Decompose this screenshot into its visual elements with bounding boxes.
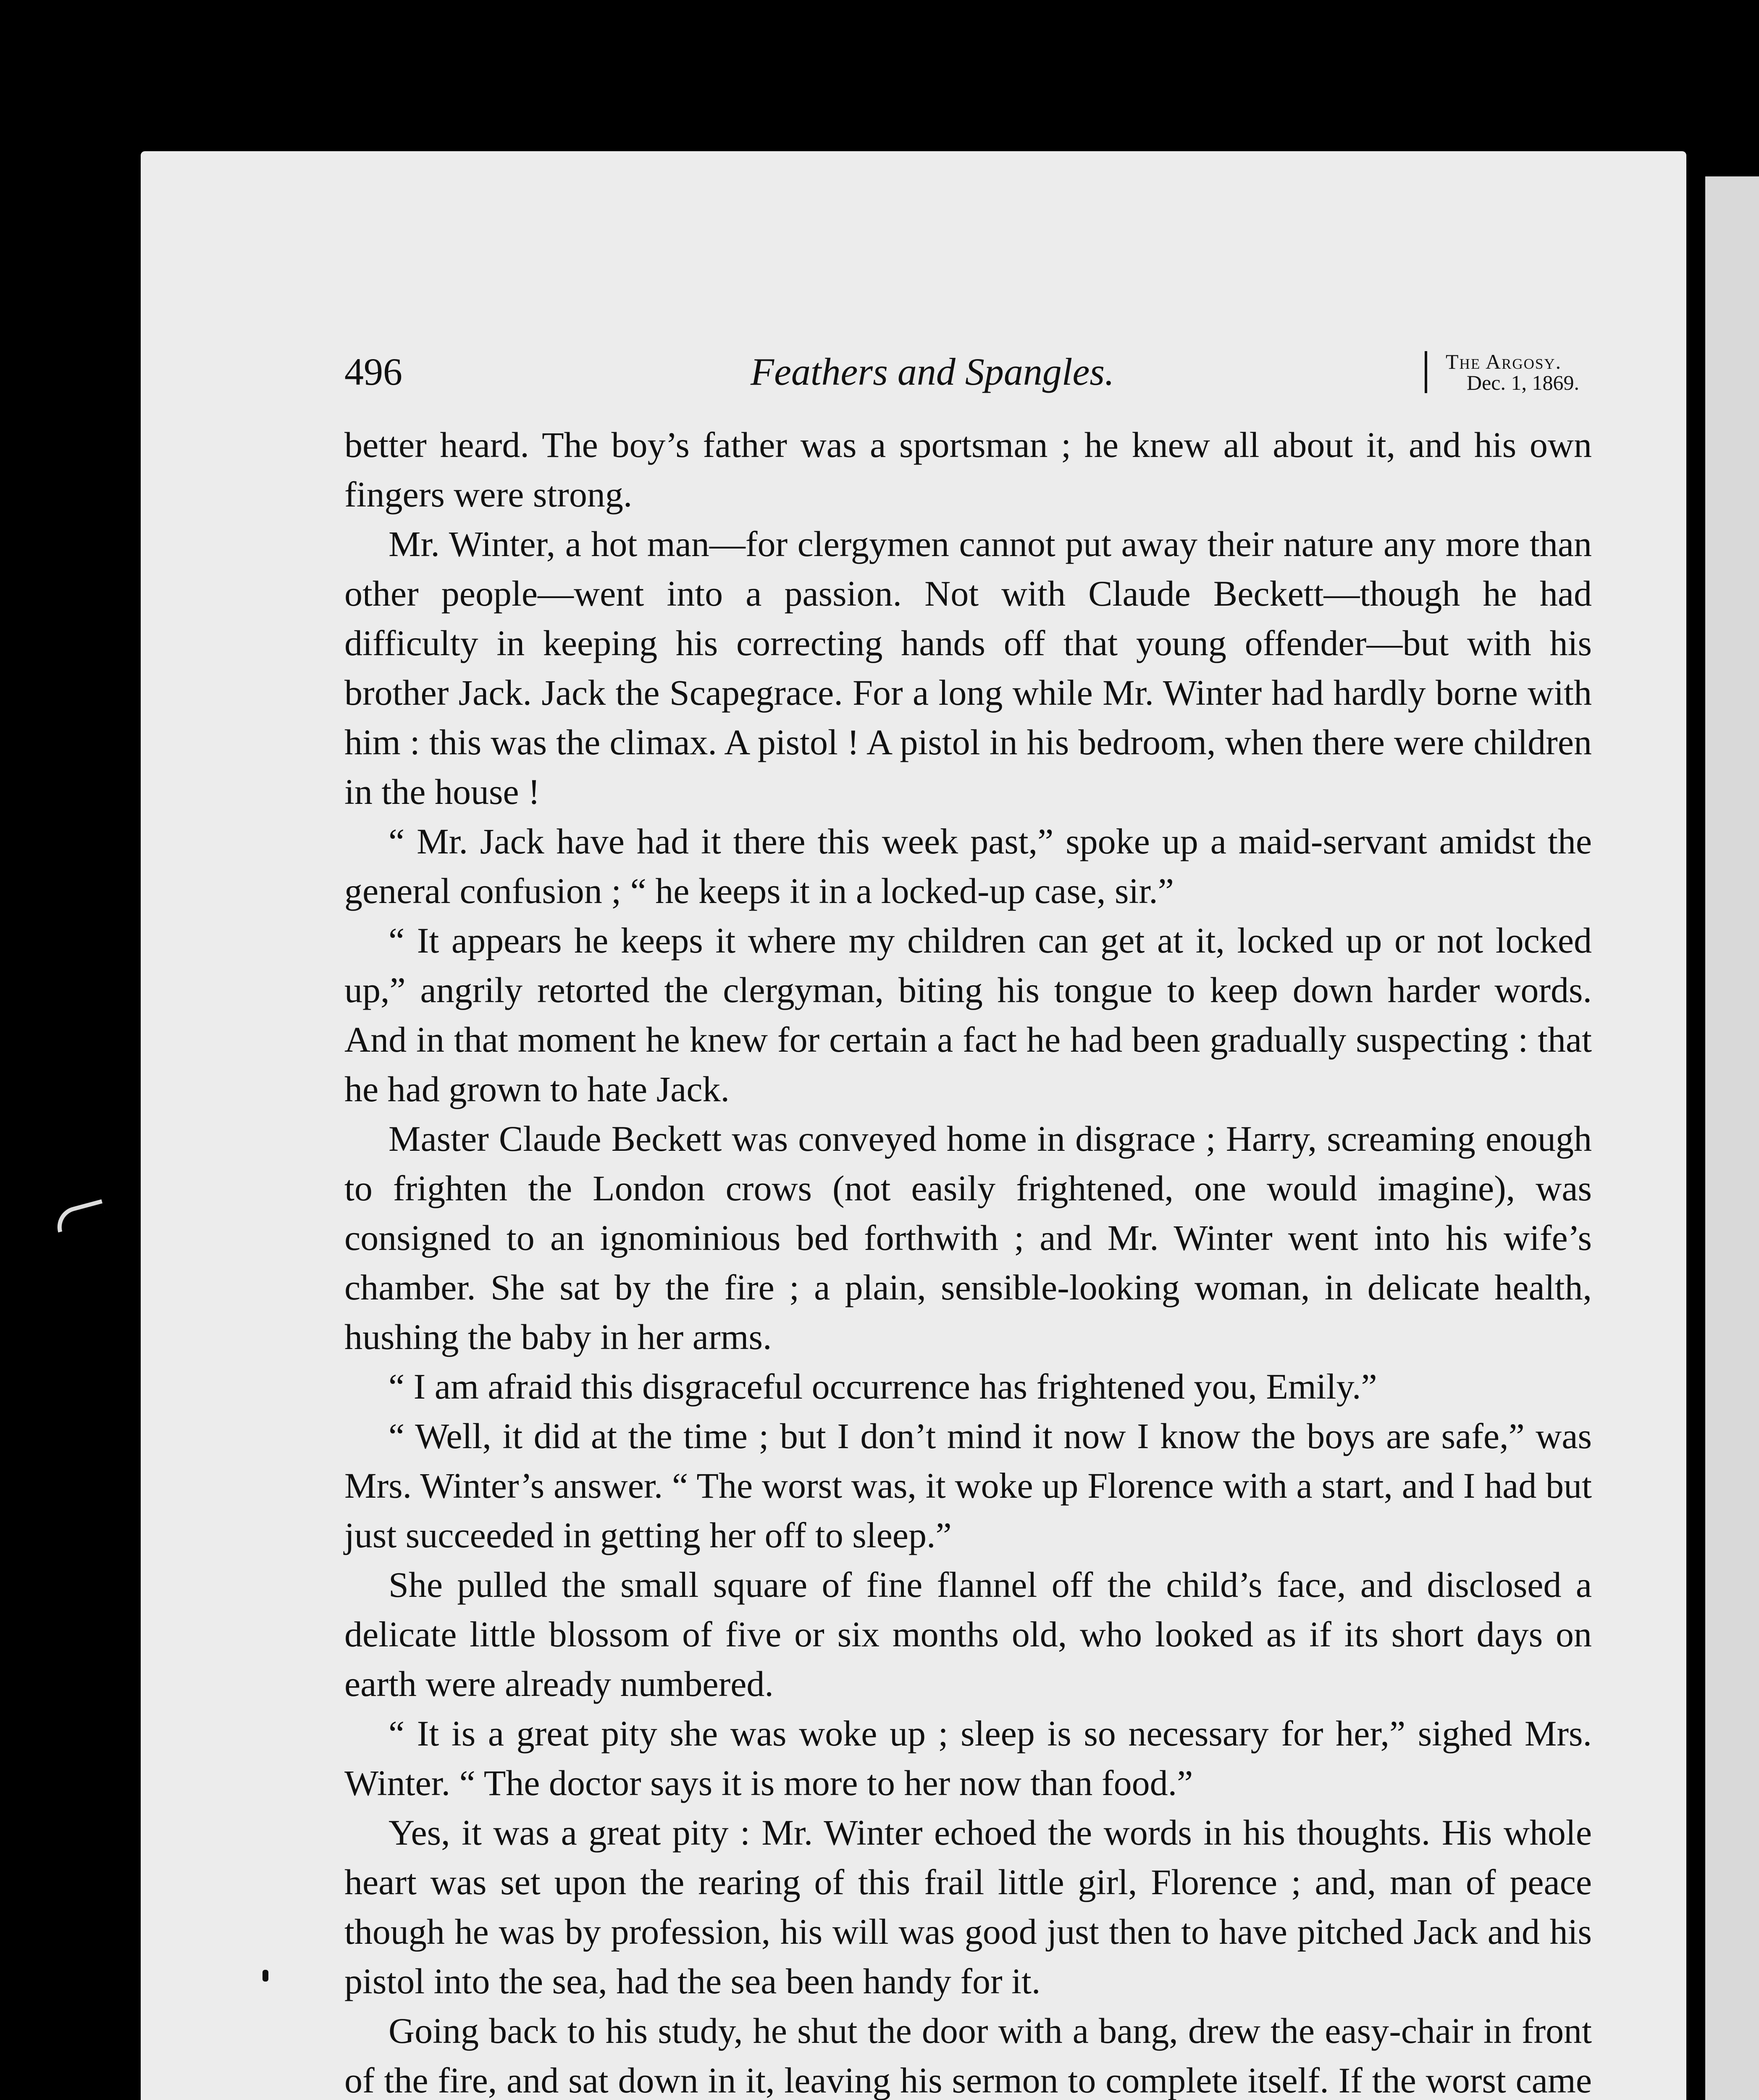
paragraph: Master Claude Beckett was conveyed home in disgrace ; Harry, screaming enough to frighten the London crows (not easily frightened, one would imagine), was consigned to an ignominious bed forthwith ; and Mr. Winter went into his wife’s chamber. She sat by the fire ; a plain, sensible-looking woman, in delicate health, hushing the baby in her arms. bbox=[344, 1118, 1592, 1357]
page-header bbox=[344, 349, 1579, 399]
paragraph: She pulled the small square of fine flannel off the child’s face, and disclosed a delicate little blossom of five or six months old, who looked as if its short days on earth were already numbered. bbox=[344, 1564, 1592, 1704]
paragraph: “ It appears he keeps it where my children can get at it, locked up or not locked up,” angrily retorted the clergyman, biting his tongue to keep down harder words. And in that moment he knew for certain a fact he had been gradually suspecting : that he had grown to hate Jack. bbox=[344, 920, 1592, 1109]
journal-name: The Argosy. bbox=[1446, 350, 1562, 373]
page-gutter bbox=[1688, 168, 1705, 2100]
scan-artifact-dot bbox=[263, 1970, 268, 1982]
paragraph: Yes, it was a great pity : Mr. Winter echoed the words in his thoughts. His whole heart was set upon the rearing of this frail little girl, Florence ; and, man of peace though he was by profession, his will was good just then to have pitched Jack and his pistol into the sea, had the sea been handy for it. bbox=[344, 1812, 1592, 2001]
issue-date: Dec. 1, 1869. bbox=[1467, 371, 1579, 394]
running-title: Feathers and Spangles. bbox=[750, 350, 1115, 393]
paragraph: “ I am afraid this disgraceful occurrence has frightened you, Emily.” bbox=[389, 1366, 1377, 1407]
paragraph: “ It is a great pity she was woke up ; sleep is so necessary for her,” sighed Mrs. Winter. “ The doctor says it is more to her now than food.” bbox=[344, 1713, 1592, 1803]
scan-artifact-mark bbox=[53, 1199, 107, 1232]
body-text bbox=[344, 420, 1592, 2100]
adjacent-page-edge bbox=[1705, 176, 1759, 2100]
paragraph: “ Mr. Jack have had it there this week past,” spoke up a maid-servant amidst the general confusion ; “ he keeps it in a locked-up case, sir.” bbox=[344, 821, 1592, 911]
paragraph: better heard. The boy’s father was a sportsman ; he knew all about it, and his own fingers were strong. bbox=[344, 425, 1592, 514]
paragraph: “ Well, it did at the time ; but I don’t mind it now I know the boys are safe,” was Mrs. Winter’s answer. “ The worst was, it woke up Florence with a start, and I had but just succeeded in getting her off to sleep.” bbox=[344, 1416, 1592, 1555]
issue-info bbox=[1425, 351, 1579, 393]
paragraph: Mr. Winter, a hot man—for clergymen cannot put away their nature any more than other people—went into a passion. Not with Claude Beckett—though he had difficulty in keeping his correcting hands off that young offender—but with his brother Jack. Jack the Scapegrace. For a long while Mr. Winter had hardly borne with him : this was the climax. A pistol ! A pistol in his bedroom, when there were children in the house ! bbox=[344, 524, 1592, 812]
page-number: 496 bbox=[344, 350, 402, 393]
paragraph: Going back to his study, he shut the door with a bang, drew the easy-chair in front of the fire, and sat down in it, leaving his sermon to complete itself. If the worst came bbox=[344, 2011, 1592, 2100]
